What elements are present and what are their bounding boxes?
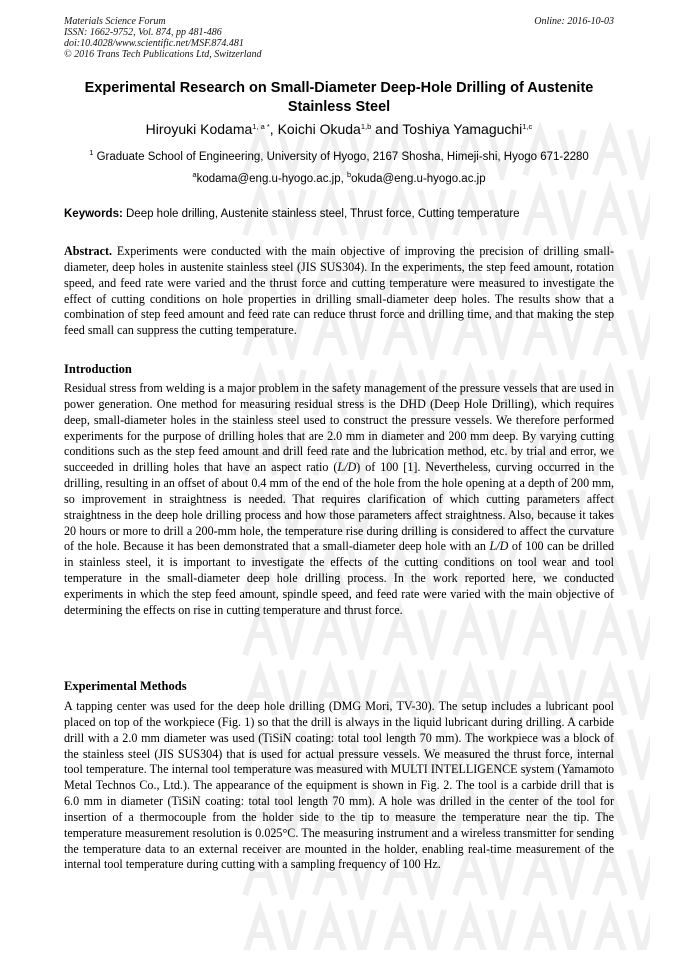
abstract xyxy=(64,244,614,339)
introduction-paragraph xyxy=(64,381,614,619)
affiliation-text: Graduate School of Engineering, University of Hyogo, 2167 Shosha, Himeji-shi, Hyogo 671-2280 xyxy=(93,151,589,163)
copyright-info: © 2016 Trans Tech Publications Ltd, Switzerland xyxy=(64,49,262,60)
affiliation-mark: 1 xyxy=(89,148,94,157)
publication-info xyxy=(64,16,262,60)
email-link[interactable]: kodama@eng.u-hyogo.ac.jp xyxy=(196,173,341,185)
issn-info: ISSN: 1662-9752, Vol. 874, pp 481-486 xyxy=(64,27,222,38)
email-mark: b xyxy=(346,170,352,179)
methods-paragraph: A tapping center was used for the deep hole drilling (DMG Mori, TV-30). The setup includes a lubricant pool placed on top of the workpiece (Fig. 1) so that the drill is always in the liquid lubricant during drilling. A carbide drill with a 2.0 mm diameter was used (TiSiN coating: total tool length 70 mm). The workpiece was a block of the stainless steel (JIS SUS304) that is used for actual pressure vessels. We measured the thrust force, internal tool temperature. The internal tool temperature was measured with MULTI INTELLIGENCE system (Yamamoto Metal Technos Co., Ltd.). The appearance of the equipment is shown in Fig. 2. The tool is a carbide drill that is 6.0 mm in diameter (TiSiN coating: total tool length 70 mm). A hole was drilled in the center of the tool for insertion of a thermocouple from the holder side to the tip to measure the temperature near the tip. The temperature measurement resolution is 0.025°C. The measuring instrument and a wireless transmitter for sending the temperature data to an external receiver are mounted in the holder, enabling real-time measurement of the internal tool temperature during cutting with a sampling frequency of 100 Hz. xyxy=(64,699,614,872)
author-name: Koichi Okuda xyxy=(277,121,361,137)
author-name: Toshiya Yamaguchi xyxy=(402,121,523,137)
doi-info: doi:10.4028/www.scientific.net/MSF.874.481 xyxy=(64,38,244,49)
author-list xyxy=(64,120,614,139)
online-date: Online: 2016-10-03 xyxy=(534,16,614,27)
email-link[interactable]: okuda@eng.u-hyogo.ac.jp xyxy=(351,173,486,185)
author-affiliation-mark: 1, a * xyxy=(252,122,270,131)
abstract-text: Experiments were conducted with the main objective of improving the precision of drilling small-diameter, deep holes in austenite stainless steel (JIS SUS304). In the experiments, the step feed amount, rotation speed, and feed rate were varied and the thrust force and cutting temperature were measured to investigate the effect of cutting conditions on hole properties in drilling small-diameter deep holes. The results show that a combination of step feed amount and feed rate can reduce thrust force and drilling time, and that making the step feed small can suppress the cutting temperature. xyxy=(64,244,614,338)
text-run: of 100 can be drilled in stainless steel, it is important to investigate the effects of the cutting conditions on tool wear and tool temperature in the small-diameter deep hole drilling process. In the work reported here, we conducted experiments in which the step feed amount, spindle speed, and feed rate were varied with the main objective of determining the effects on rise in cutting temperature and thrust force. xyxy=(64,539,614,617)
text-run: Residual stress from welding is a major problem in the safety management of the pressure vessels that are used in power generation. One method for measuring residual stress is the DHD (Deep Hole Drilling), which requires deep, small-diameter holes in the stainless steel used to construct the pressure vessels. We therefore performed experiments for the purpose of drilling holes that are 2.0 mm in diameter and 200 mm deep. By varying cutting conditions such as the step feed amount and drill feed rate and the lubrication method, etc. by trial and error, we succeeded in drilling holes that have an aspect ratio ( xyxy=(64,381,614,475)
introduction-heading: Introduction xyxy=(64,362,132,376)
email-mark: a xyxy=(192,170,197,179)
author-affiliation-mark: 1,c xyxy=(522,122,533,131)
paper-title: Experimental Research on Small-Diameter Deep-Hole Drilling of Austenite Stainless Steel xyxy=(84,80,594,115)
author-name: Hiroyuki Kodama xyxy=(145,121,253,137)
keywords-text: Deep hole drilling, Austenite stainless steel, Thrust force, Cutting temperature xyxy=(122,208,520,220)
methods-heading: Experimental Methods xyxy=(64,679,187,693)
journal-name: Materials Science Forum xyxy=(64,16,166,27)
ratio-symbol: L/D xyxy=(337,460,357,475)
ratio-symbol: L/D xyxy=(489,539,509,554)
affiliation xyxy=(64,150,614,164)
keywords-label: Keywords: xyxy=(64,208,123,220)
author-separator: and xyxy=(371,121,403,137)
author-emails xyxy=(64,172,614,186)
author-affiliation-mark: 1,b xyxy=(360,122,372,131)
abstract-label: Abstract. xyxy=(64,244,113,258)
author-separator: , xyxy=(269,121,278,137)
text-run: ) of 100 [1]. Nevertheless, curving occurred in the drilling, resulting in an offset of about 0.4 mm of the end of the hole from the hole opening at a depth of 200 mm, so improvement in straightness is needed. That requires clarification of which cutting parameters affect straightness in the deep hole drilling process and how those parameters affect straightness. Also, because it takes 20 hours or more to drill a 200-mm hole, the temperature rise during drilling is considered to affect the curvature of the hole. Because it has been demonstrated that a small-diameter deep hole with an xyxy=(64,460,614,554)
email-separator: , xyxy=(340,173,347,185)
keywords xyxy=(64,207,614,221)
